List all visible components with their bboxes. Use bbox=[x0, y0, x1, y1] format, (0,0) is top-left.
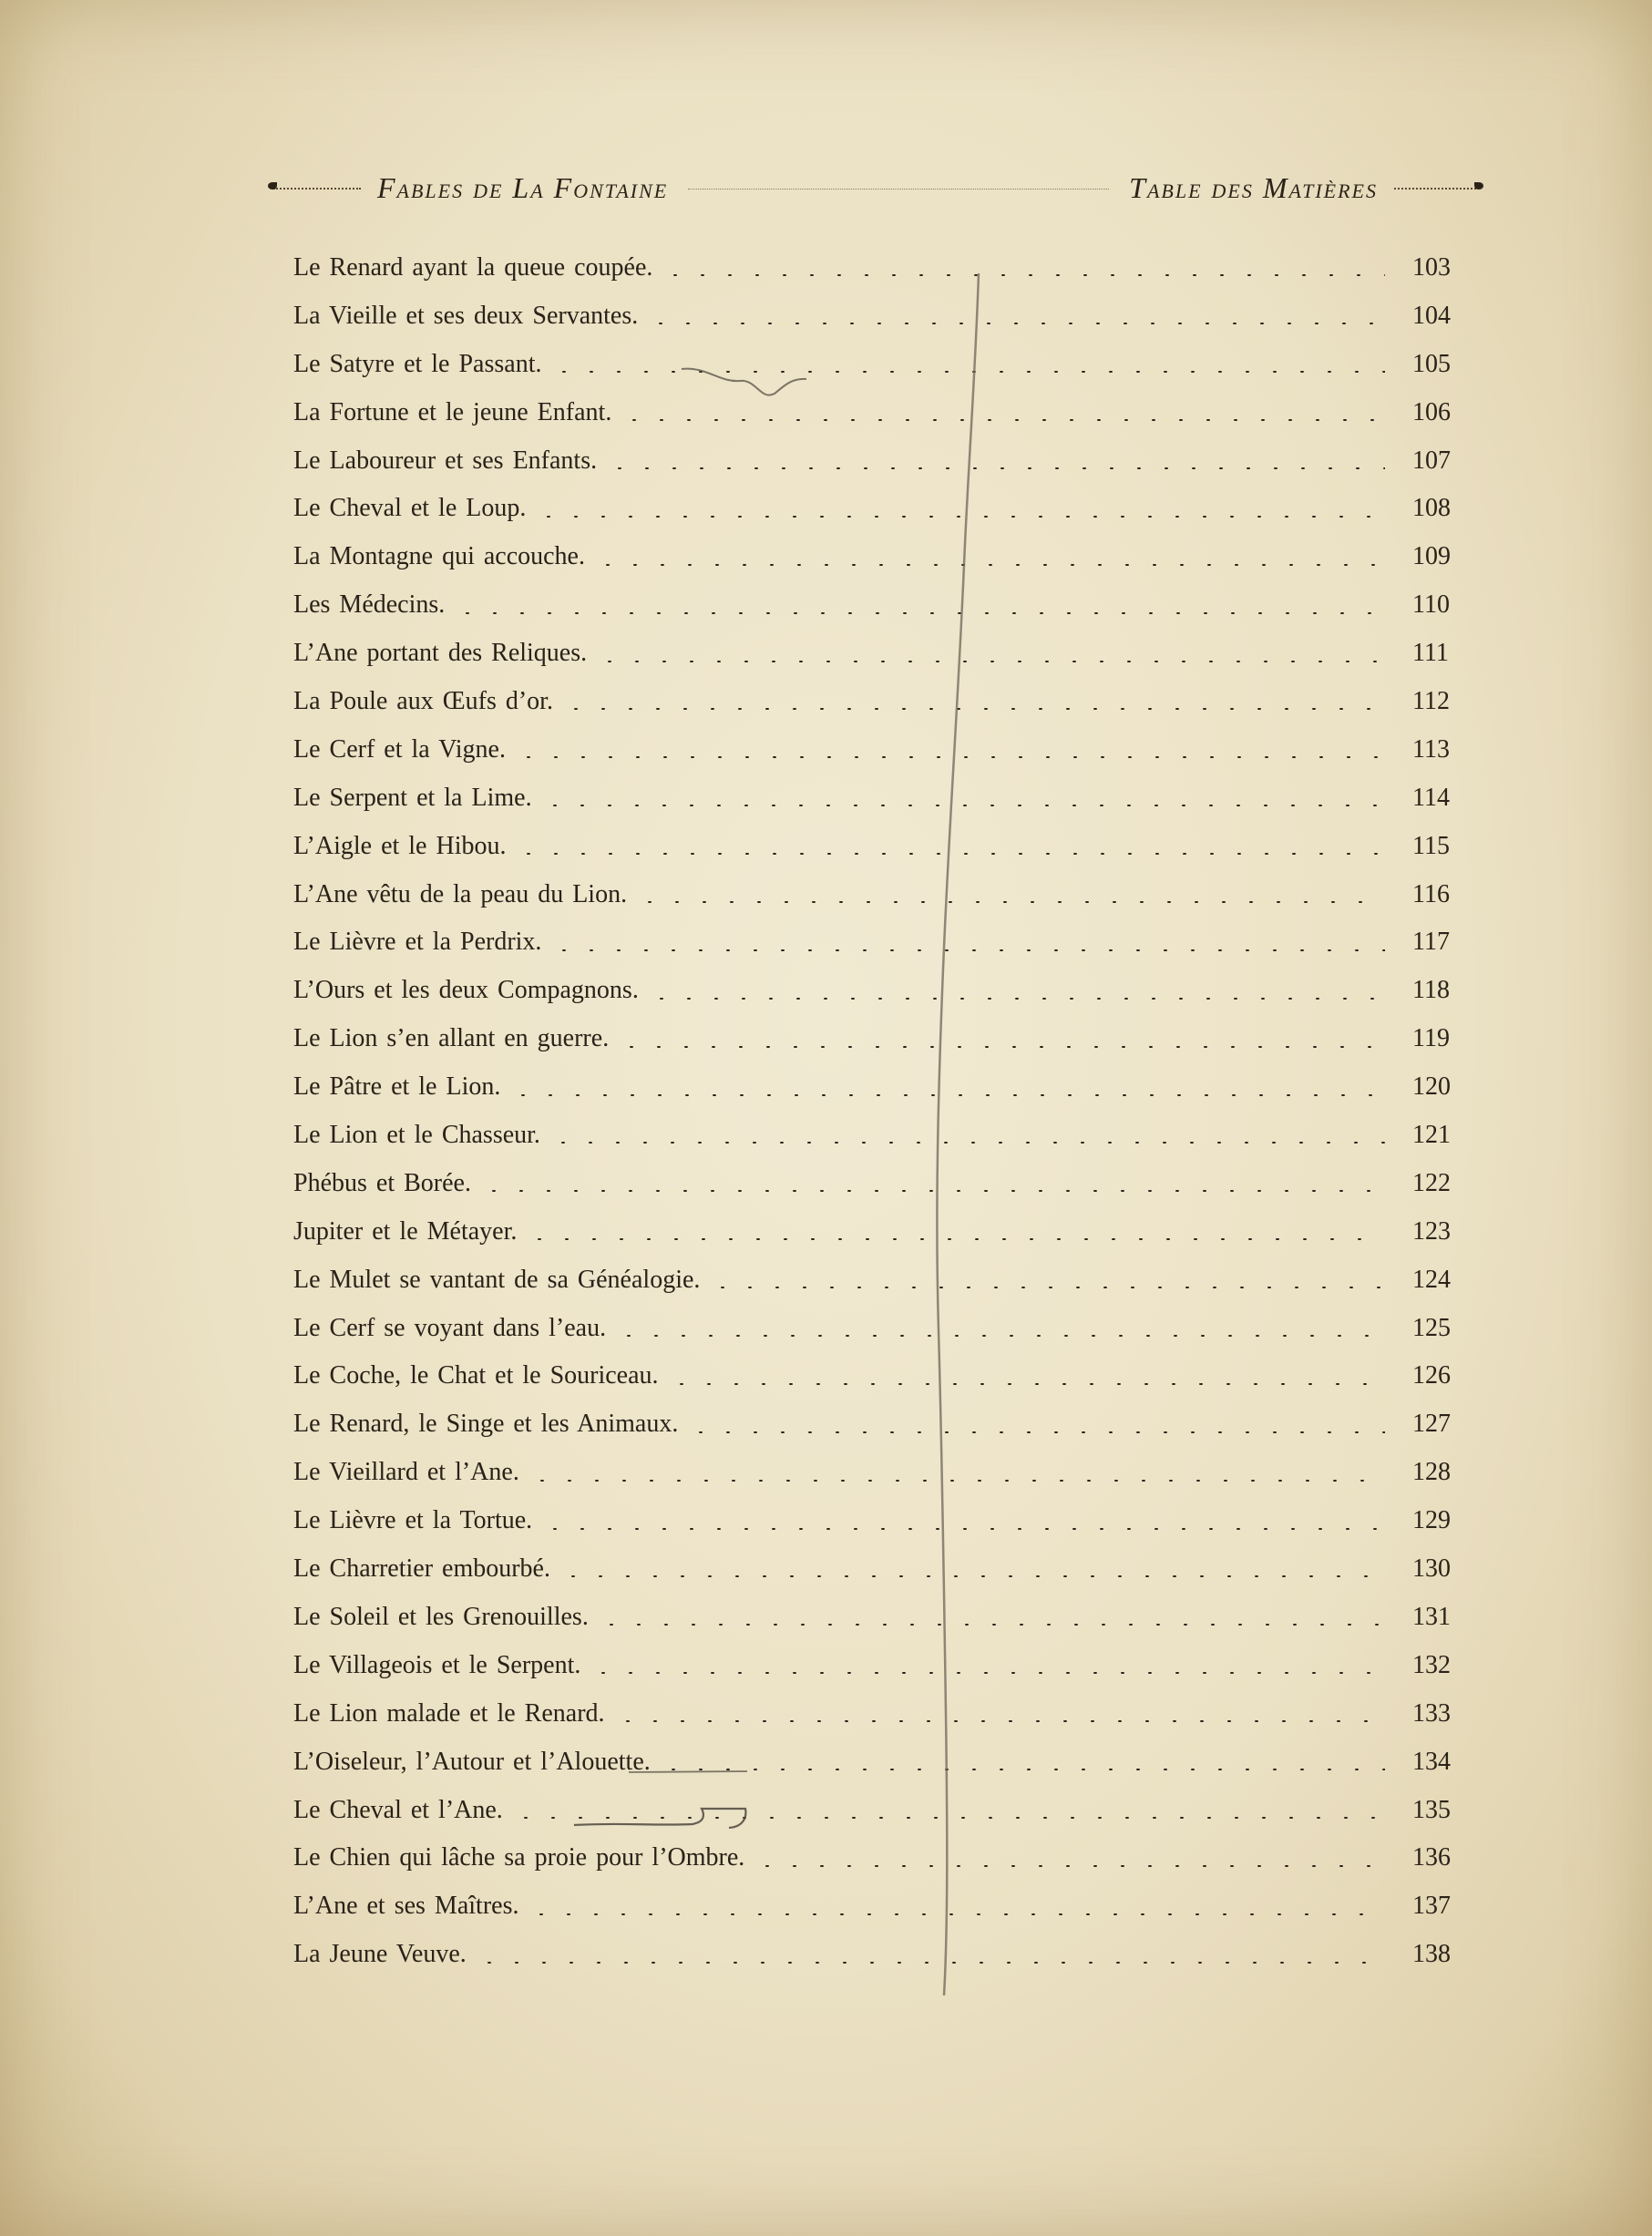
toc-entry bbox=[293, 341, 1467, 389]
toc-entry-title: Le Cerf se voyant dans l’eau. bbox=[293, 1313, 607, 1342]
toc-entry-title: Le Satyre et le Passant. bbox=[293, 349, 542, 378]
toc-entry-title: La Montagne qui accouche. bbox=[293, 542, 585, 571]
toc-page-number: 130 bbox=[1412, 1554, 1451, 1584]
toc-entry-title: L’Ours et les deux Compagnons. bbox=[293, 976, 639, 1005]
left-ornament bbox=[273, 186, 361, 190]
dot-leader bbox=[662, 274, 1385, 276]
toc-entry bbox=[293, 437, 1467, 486]
dot-leader bbox=[668, 1383, 1385, 1385]
toc-page-number: 137 bbox=[1412, 1892, 1451, 1921]
toc-page-number: 103 bbox=[1412, 253, 1451, 282]
toc-entry-title: Le Cerf et la Vigne. bbox=[293, 734, 506, 764]
toc-entry bbox=[293, 533, 1467, 581]
dot-leader bbox=[618, 1046, 1385, 1048]
dot-leader bbox=[528, 1913, 1385, 1915]
toc-entry-title: Le Renard ayant la queue coupée. bbox=[293, 253, 653, 282]
toc-entry-title: Les Médecins. bbox=[293, 590, 446, 620]
toc-entry-title: Le Soleil et les Grenouilles. bbox=[293, 1602, 589, 1631]
toc-page-number: 135 bbox=[1412, 1795, 1451, 1824]
toc-entry-title: Le Lièvre et la Perdrix. bbox=[293, 928, 542, 957]
toc-entry-title: L’Ane vêtu de la peau du Lion. bbox=[293, 879, 628, 908]
dot-leader bbox=[647, 323, 1385, 324]
toc-entry bbox=[293, 1208, 1467, 1256]
dot-leader bbox=[594, 564, 1385, 566]
toc-entry bbox=[293, 1497, 1467, 1545]
dot-leader bbox=[476, 1962, 1385, 1964]
dot-leader bbox=[541, 805, 1385, 806]
toc-entry-title: Le Vieillard et l’Ane. bbox=[293, 1458, 519, 1487]
toc-entry-title: Le Laboureur et ses Enfants. bbox=[293, 446, 598, 475]
dot-leader bbox=[687, 1431, 1385, 1433]
toc-entry-title: Le Chien qui lâche sa proie pour l’Ombre. bbox=[293, 1843, 745, 1872]
toc-entry bbox=[293, 581, 1467, 630]
toc-page-number: 105 bbox=[1412, 349, 1451, 378]
dot-leader bbox=[709, 1287, 1385, 1288]
toc-entry-title: La Poule aux Œufs d’or. bbox=[293, 687, 553, 716]
toc-entry-title: Le Serpent et la Lime. bbox=[293, 783, 532, 812]
toc-entry bbox=[293, 1256, 1467, 1305]
toc-entry-title: Le Lion s’en allant en guerre. bbox=[293, 1024, 610, 1053]
toc-entry bbox=[293, 292, 1467, 341]
toc-entry bbox=[293, 1063, 1467, 1112]
dot-leader bbox=[509, 1094, 1385, 1096]
toc-entry bbox=[293, 1160, 1467, 1208]
toc-entry bbox=[293, 1642, 1467, 1690]
toc-page-number: 106 bbox=[1412, 397, 1451, 426]
toc-entry bbox=[293, 1834, 1467, 1882]
toc-entry bbox=[293, 1739, 1467, 1787]
toc-entry-title: Le Villageois et le Serpent. bbox=[293, 1650, 581, 1679]
toc-page-number: 111 bbox=[1412, 639, 1449, 668]
toc-entry bbox=[293, 871, 1467, 919]
toc-entry-title: L’Ane portant des Reliques. bbox=[293, 639, 588, 668]
toc-entry bbox=[293, 678, 1467, 726]
toc-entry bbox=[293, 630, 1467, 678]
toc-entry-title: Le Charretier embourbé. bbox=[293, 1554, 550, 1584]
dot-leader bbox=[535, 516, 1385, 518]
dot-leader bbox=[550, 949, 1385, 951]
toc-page-number: 121 bbox=[1412, 1121, 1451, 1150]
toc-page-number: 132 bbox=[1412, 1650, 1451, 1679]
dot-leader bbox=[559, 1575, 1385, 1577]
toc-entry-title: Le Pâtre et le Lion. bbox=[293, 1072, 501, 1102]
toc-entry bbox=[293, 1305, 1467, 1353]
dot-leader bbox=[590, 1672, 1385, 1674]
dot-leader bbox=[621, 419, 1385, 421]
toc-entry-title: Phébus et Borée. bbox=[293, 1168, 471, 1197]
toc-entry bbox=[293, 1449, 1467, 1497]
toc-page-number: 109 bbox=[1412, 542, 1451, 571]
toc-entry-title: Le Lièvre et la Tortue. bbox=[293, 1506, 533, 1535]
toc-page-number: 115 bbox=[1412, 831, 1450, 860]
toc-entry-title: Le Lion et le Chasseur. bbox=[293, 1121, 540, 1150]
toc-page-number: 129 bbox=[1412, 1506, 1451, 1535]
dot-leader bbox=[549, 1142, 1385, 1144]
toc-page-number: 108 bbox=[1412, 494, 1451, 523]
toc-page-number: 133 bbox=[1412, 1698, 1451, 1728]
running-header bbox=[273, 168, 1476, 208]
toc-page-number: 119 bbox=[1412, 1024, 1450, 1053]
dot-leader bbox=[512, 1817, 1385, 1819]
toc-page-number: 138 bbox=[1412, 1940, 1451, 1969]
dot-leader bbox=[606, 467, 1385, 469]
toc-page-number: 120 bbox=[1412, 1072, 1451, 1102]
toc-entry bbox=[293, 1690, 1467, 1739]
toc-entry bbox=[293, 774, 1467, 823]
dot-leader bbox=[528, 1480, 1385, 1482]
toc-entry bbox=[293, 1015, 1467, 1063]
dot-leader bbox=[648, 998, 1385, 1000]
dot-leader bbox=[615, 1335, 1385, 1337]
dot-leader bbox=[754, 1865, 1385, 1867]
toc-entry-title: La Fortune et le jeune Enfant. bbox=[293, 397, 612, 426]
toc-entry bbox=[293, 967, 1467, 1015]
toc-entry-title: La Vieille et ses deux Servantes. bbox=[293, 301, 639, 330]
toc-entry-title: L’Ane et ses Maîtres. bbox=[293, 1892, 519, 1921]
toc-page-number: 131 bbox=[1412, 1602, 1451, 1631]
toc-entry bbox=[293, 1931, 1467, 1979]
toc-page-number: 136 bbox=[1412, 1843, 1451, 1872]
toc-page-number: 112 bbox=[1412, 687, 1450, 716]
toc-entry bbox=[293, 389, 1467, 437]
toc-page-number: 128 bbox=[1412, 1458, 1451, 1487]
dot-leader bbox=[614, 1720, 1385, 1722]
toc-page-number: 110 bbox=[1412, 590, 1450, 620]
dot-leader bbox=[480, 1190, 1385, 1192]
toc-entry-title: Le Cheval et le Loup. bbox=[293, 494, 527, 523]
toc-entry-title: La Jeune Veuve. bbox=[293, 1940, 467, 1969]
toc-page-number: 118 bbox=[1412, 976, 1450, 1005]
toc-entry bbox=[293, 1400, 1467, 1449]
dot-leader bbox=[596, 661, 1385, 662]
toc-entry bbox=[293, 1112, 1467, 1160]
toc-entry-title: Le Cheval et l’Ane. bbox=[293, 1795, 503, 1824]
toc-entry-title: Le Renard, le Singe et les Animaux. bbox=[293, 1410, 679, 1439]
dot-leader bbox=[526, 1238, 1385, 1240]
dot-leader bbox=[515, 756, 1385, 758]
toc-entry bbox=[293, 1882, 1467, 1931]
toc-entry-title: Le Lion malade et le Renard. bbox=[293, 1698, 605, 1728]
toc-entry-title: L’Oiseleur, l’Autour et l’Alouette. bbox=[293, 1747, 651, 1776]
table-of-contents bbox=[293, 244, 1467, 1979]
right-ornament bbox=[1394, 186, 1476, 190]
toc-page-number: 122 bbox=[1412, 1168, 1451, 1197]
toc-page-number: 116 bbox=[1412, 879, 1450, 908]
toc-entry bbox=[293, 1787, 1467, 1835]
toc-entry bbox=[293, 1594, 1467, 1642]
toc-entry-title: Le Coche, le Chat et le Souriceau. bbox=[293, 1361, 659, 1390]
toc-entry bbox=[293, 726, 1467, 774]
dot-leader bbox=[598, 1624, 1385, 1626]
dot-leader bbox=[636, 901, 1385, 903]
toc-entry-title: L’Aigle et le Hibou. bbox=[293, 831, 507, 860]
toc-page-number: 114 bbox=[1412, 783, 1450, 812]
dot-leader bbox=[562, 708, 1385, 710]
toc-entry bbox=[293, 918, 1467, 967]
toc-page-number: 107 bbox=[1412, 446, 1451, 475]
toc-entry bbox=[293, 1352, 1467, 1400]
toc-page-number: 126 bbox=[1412, 1361, 1451, 1390]
dot-leader bbox=[515, 853, 1385, 855]
dot-leader bbox=[660, 1769, 1385, 1770]
toc-entry bbox=[293, 823, 1467, 871]
toc-page-number: 123 bbox=[1412, 1216, 1451, 1246]
dot-leader bbox=[454, 612, 1385, 614]
toc-page-number: 124 bbox=[1412, 1265, 1451, 1294]
toc-page-number: 104 bbox=[1412, 301, 1451, 330]
toc-entry bbox=[293, 485, 1467, 533]
dot-leader bbox=[541, 1528, 1385, 1530]
book-title: Fables de La Fontaine bbox=[377, 170, 669, 204]
toc-entry bbox=[293, 1545, 1467, 1594]
section-title: Table des Matières bbox=[1129, 170, 1378, 204]
toc-page-number: 127 bbox=[1412, 1410, 1451, 1439]
toc-page-number: 125 bbox=[1412, 1313, 1451, 1342]
header-divider bbox=[688, 187, 1109, 190]
toc-entry-title: Jupiter et le Métayer. bbox=[293, 1216, 518, 1246]
toc-page-number: 113 bbox=[1412, 734, 1450, 764]
toc-entry-title: Le Mulet se vantant de sa Généalogie. bbox=[293, 1265, 701, 1294]
toc-entry bbox=[293, 244, 1467, 292]
toc-page-number: 117 bbox=[1412, 928, 1450, 957]
dot-leader bbox=[550, 371, 1385, 373]
toc-page-number: 134 bbox=[1412, 1747, 1451, 1776]
